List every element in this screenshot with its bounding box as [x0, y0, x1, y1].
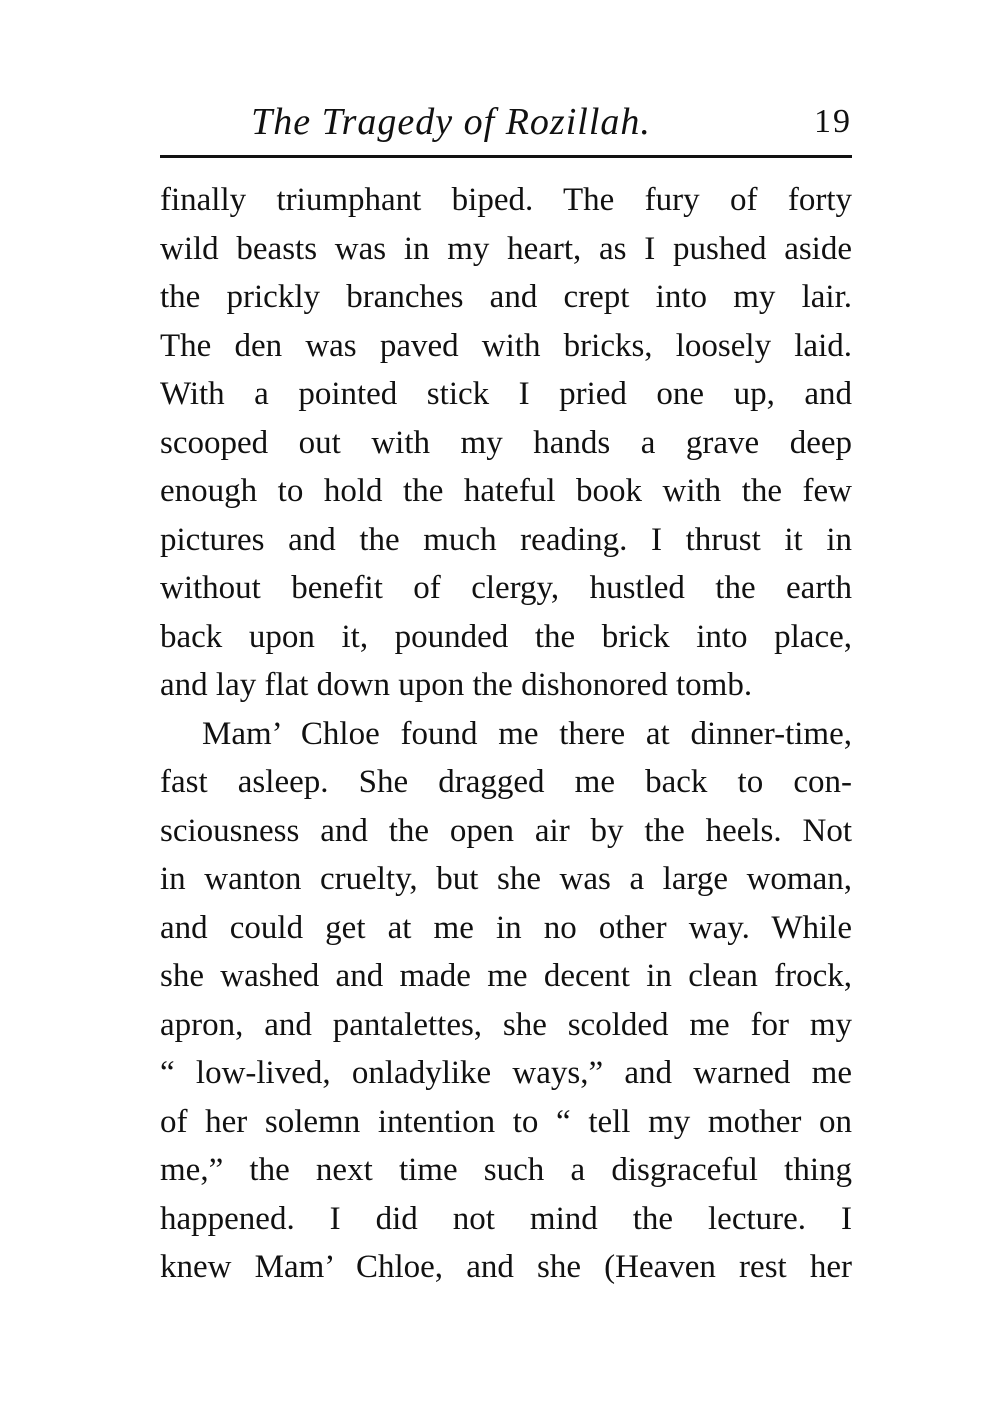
text-line: in wanton cruelty, but she was a large woman,: [160, 861, 852, 897]
text-line: finally triumphant biped. The fury of forty: [160, 182, 852, 218]
text-line: and could get at me in no other way. While: [160, 909, 852, 946]
text-line: pictures and the much reading. I thrust it in: [160, 521, 852, 558]
text-line: sciousness and the open air by the heels. Not: [160, 812, 852, 849]
text-line: “ low-lived, onladylike ways,” and warned me: [160, 1055, 852, 1091]
running-title: The Tragedy of Rozillah.: [251, 101, 651, 143]
text-line: and lay flat down upon the dishonored tomb.: [160, 667, 753, 703]
text-line: me,” the next time such a disgraceful thing: [160, 1152, 852, 1188]
text-line: she washed and made me decent in clean frock,: [160, 958, 852, 994]
text-line: knew Mam’ Chloe, and she (Heaven rest her: [160, 1249, 852, 1285]
text-line: the prickly branches and crept into my lair.: [160, 279, 852, 315]
text-line: enough to hold the hateful book with the few: [160, 473, 852, 509]
page-header: [160, 98, 852, 146]
paragraph-2: [160, 710, 852, 1292]
text-line: With a pointed stick I pried one up, and: [160, 376, 852, 412]
text-line: Mam’ Chloe found me there at dinner-time,: [202, 715, 852, 752]
text-line: wild beasts was in my heart, as I pushed aside: [160, 230, 852, 267]
paragraph-1: [160, 176, 852, 710]
header-rule: [160, 155, 852, 158]
text-line: fast asleep. She dragged me back to con-: [160, 764, 852, 800]
text-line: apron, and pantalettes, she scolded me for my: [160, 1006, 852, 1043]
text-line: happened. I did not mind the lecture. I: [160, 1200, 852, 1237]
text-line: The den was paved with bricks, loosely laid.: [160, 327, 852, 364]
text-line: back upon it, pounded the brick into place,: [160, 618, 852, 655]
page-number: 19: [814, 103, 852, 140]
text-line: of her solemn intention to “ tell my mother on: [160, 1103, 852, 1140]
text-line: scooped out with my hands a grave deep: [160, 424, 852, 461]
text-line: without benefit of clergy, hustled the earth: [160, 570, 852, 606]
body-text: [160, 176, 852, 1292]
